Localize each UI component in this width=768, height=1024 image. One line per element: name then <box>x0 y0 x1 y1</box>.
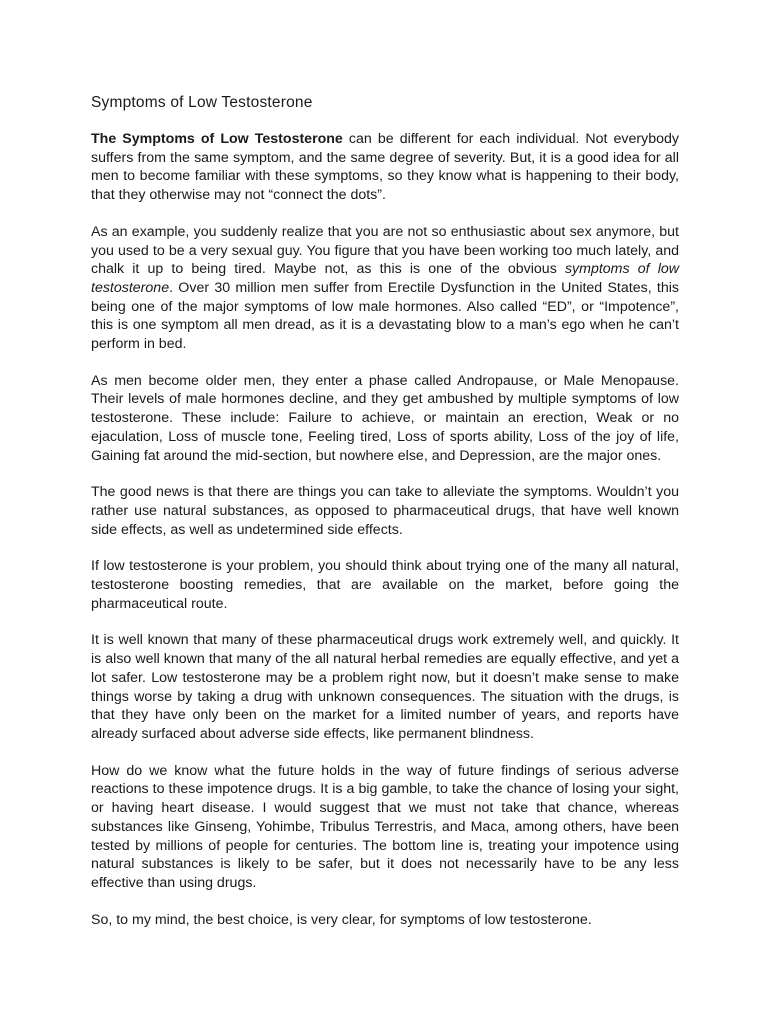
paragraph-5: If low testosterone is your problem, you should think about trying one of the many all natural, testosterone boosting remedies, that are available on the market, before going the pharmaceutical route. <box>91 558 679 612</box>
document-body <box>91 93 679 947</box>
paragraph-7: How do we know what the future holds in the way of future findings of serious adverse reactions to these impotence drugs. It is a big gamble, to take the chance of losing your sight, or having heart disease. I would suggest that we must not take that chance, whereas substances like Ginseng, Yohimbe, Tribulus Terrestris, and Maca, among others, have been tested by millions of people for centuries. The bottom line is, treating your impotence using natural substances is likely to be safer, but it does not necessarily have to be any less effective than using drugs. <box>91 762 679 891</box>
paragraph-6: It is well known that many of these pharmaceutical drugs work extremely well, and quickly. It is also well known that many of the all natural herbal remedies are equally effective, and yet a lot safer. Low testosterone may be a problem right now, but it doesn’t make sense to make things worse by taking a drug with unknown consequences. The situation with the drugs, is that they have only been on the market for a limited number of years, and reports have already surfaced about adverse side effects, like permanent blindness. <box>91 632 679 742</box>
paragraph-2-text-before: As an example, you suddenly realize that you are not so enthusiastic about sex anymore, but you used to be a very sexual guy. You figure that you have been working too much lately, and chalk it up to being tired. Maybe not, as this is one of the obvious <box>91 223 679 278</box>
paragraph-2-text-after: . Over 30 million men suffer from Erectile Dysfunction in the United States, this being one of the major symptoms of low male hormones. Also called “ED”, or “Impotence”, this is one symptom all men dread, as it is a devastating blow to a man’s ego when he can’t perform in bed. <box>91 279 679 353</box>
paragraph-4: The good news is that there are things you can take to alleviate the symptoms. Wouldn’t you rather use natural substances, as opposed to pharmaceutical drugs, that have well known side effects, as well as undetermined side effects. <box>91 484 679 538</box>
paragraph-1-text: can be different for each individual. Not everybody suffers from the same symptom, and the same degree of severity. But, it is a good idea for all men to become familiar with these symptoms, so they know what is happening to their body, that they otherwise may not “connect the dots”. <box>91 131 679 204</box>
paragraph-3: As men become older men, they enter a phase called Andropause, or Male Menopause. Their levels of male hormones decline, and they get ambushed by multiple symptoms of low testosterone. These include: Failure to achieve, or maintain an erection, Weak or no ejaculation, Loss of muscle tone, Feeling tired, Loss of sports ability, Loss of the joy of life, Gaining fat around the mid-section, but nowhere else, and Depression, are the major ones. <box>91 372 679 464</box>
paragraph-1 <box>91 130 679 205</box>
paragraph-2 <box>91 223 679 354</box>
document-title: Symptoms of Low Testosterone <box>91 94 313 111</box>
italic-phrase: symptoms of low testosterone <box>91 261 679 296</box>
bold-lead-phrase: The Symptoms of Low Testosterone <box>91 131 343 147</box>
paragraph-8: So, to my mind, the best choice, is very clear, for symptoms of low testosterone. <box>91 911 592 928</box>
